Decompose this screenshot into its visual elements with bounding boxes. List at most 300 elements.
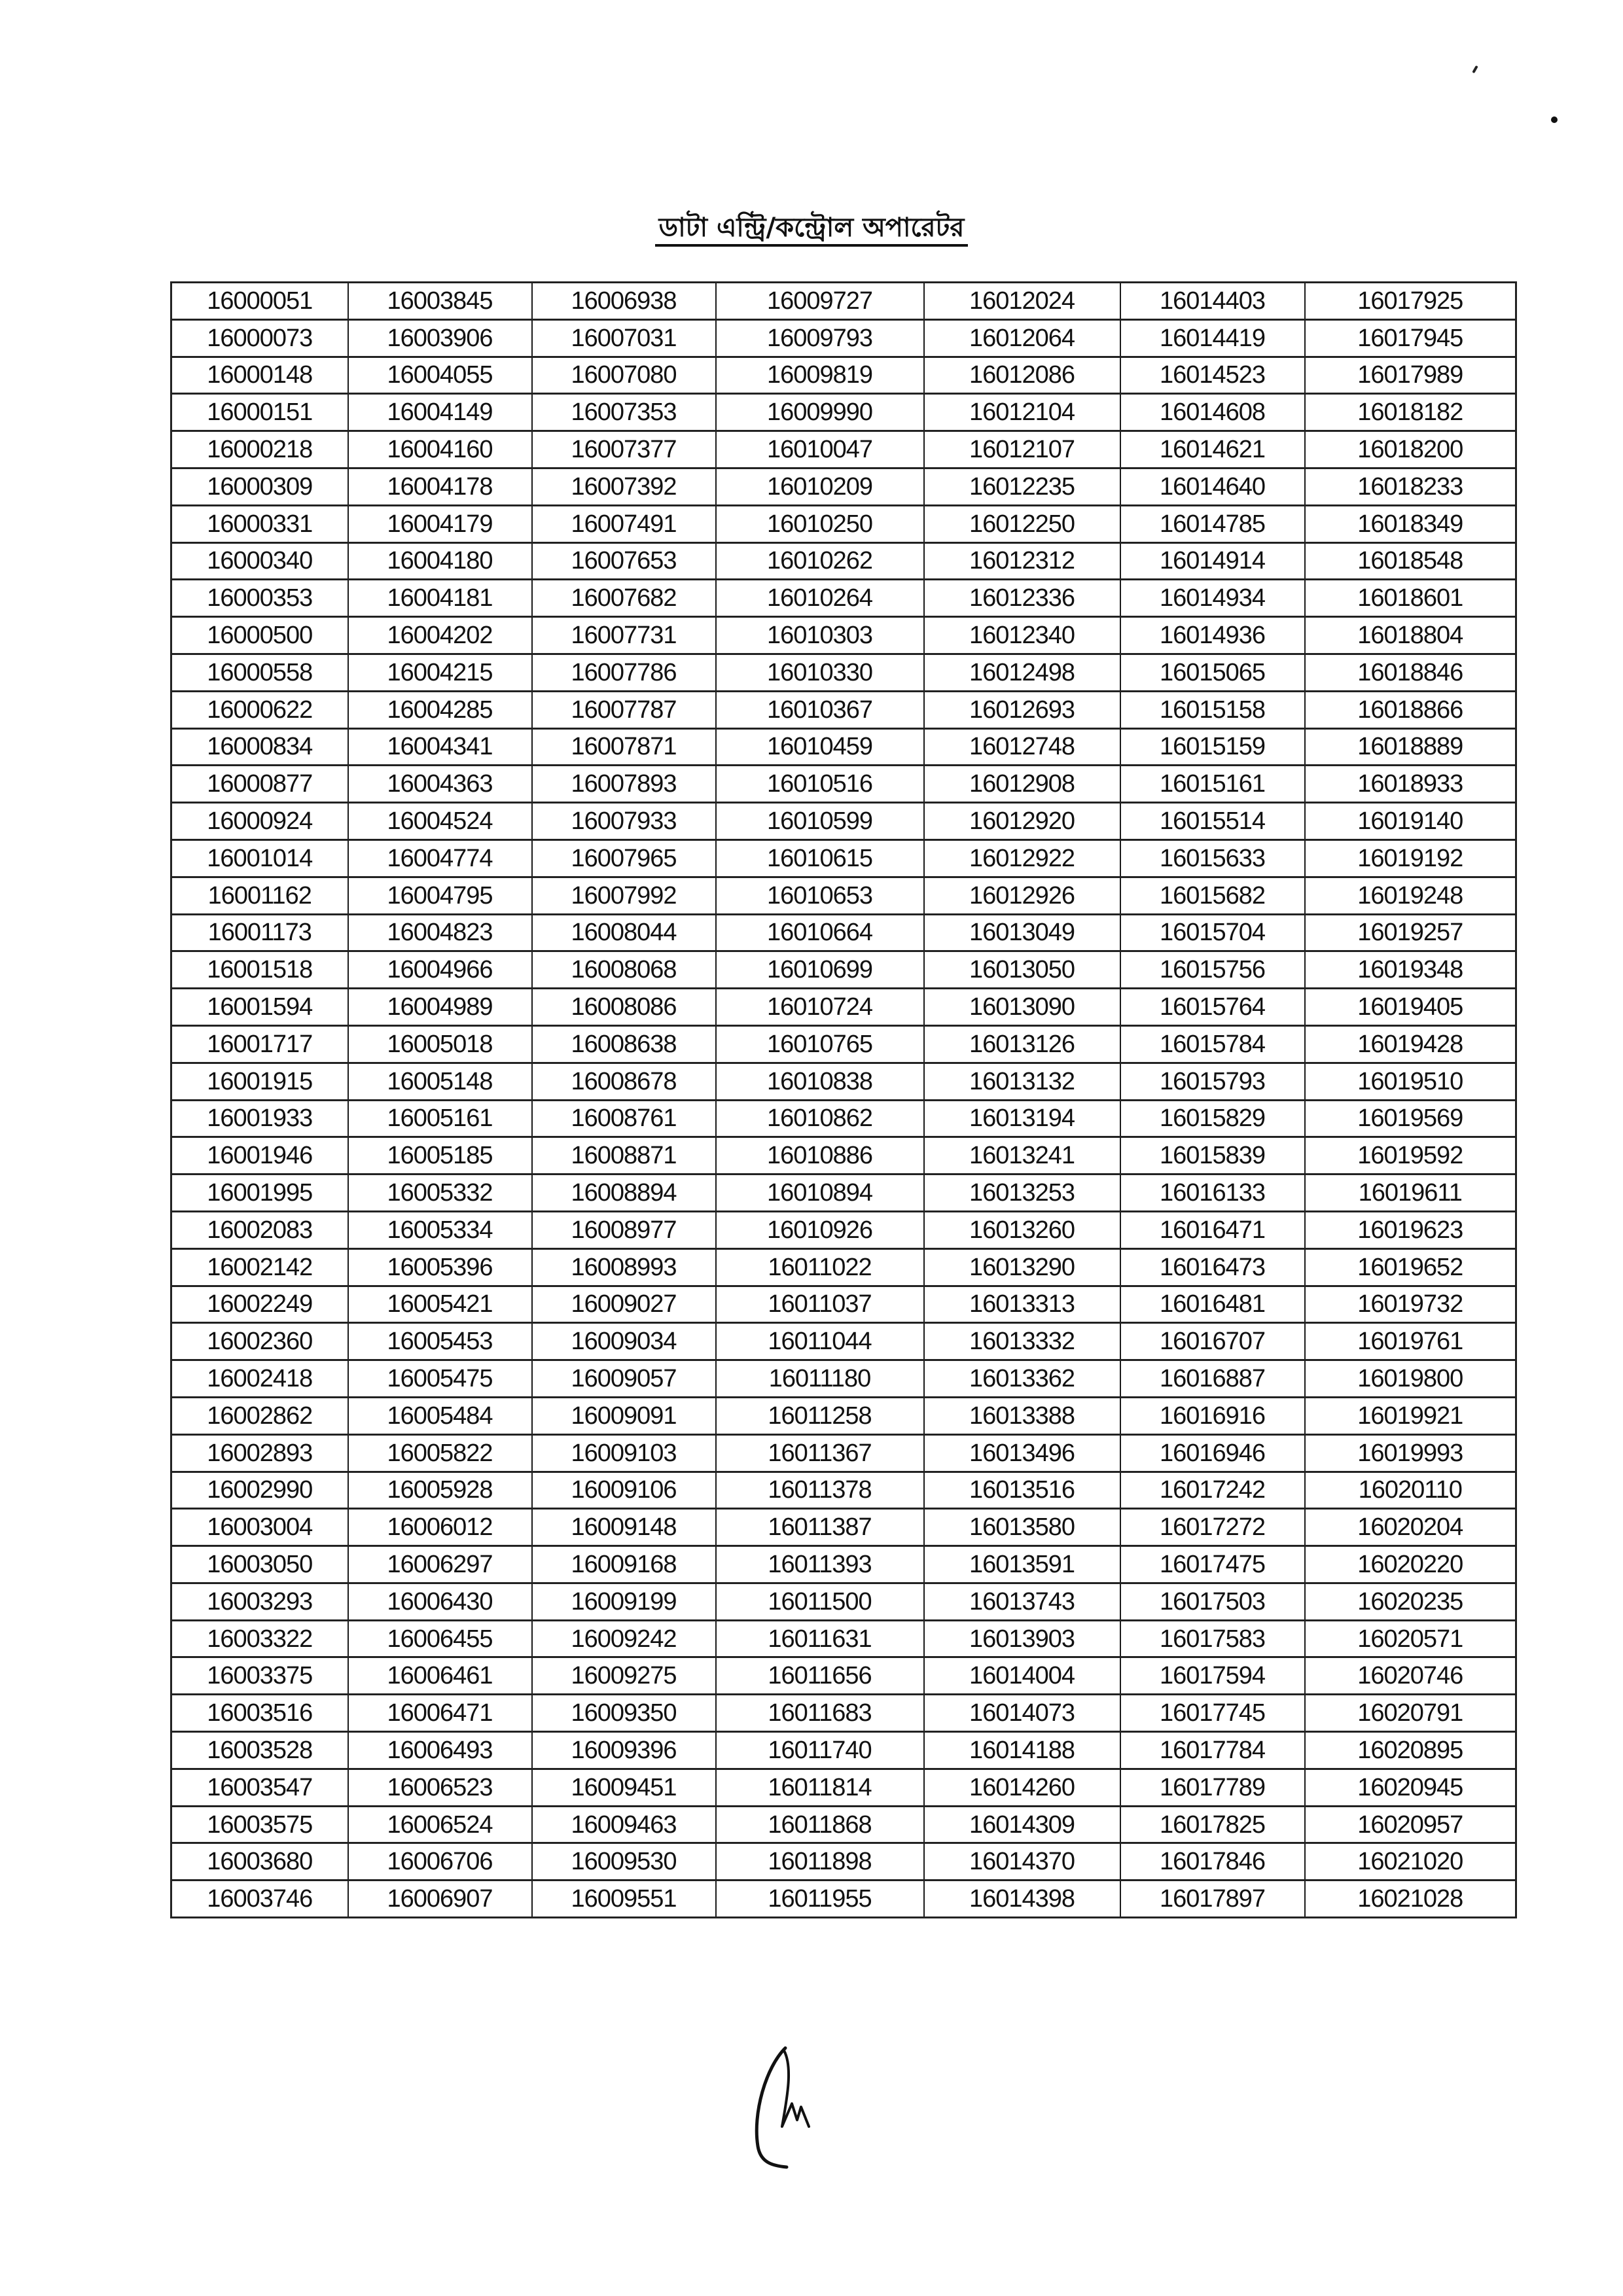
roll-number-cell: 16010699 [716, 951, 924, 989]
roll-number-cell: 16017503 [1120, 1583, 1305, 1620]
roll-number-cell: 16020110 [1305, 1472, 1516, 1509]
roll-number-cell: 16010664 [716, 914, 924, 951]
roll-number-cell: 16007031 [532, 319, 716, 357]
roll-number-cell: 16020791 [1305, 1695, 1516, 1732]
roll-number-cell: 16004055 [348, 357, 532, 394]
roll-number-cell: 16005332 [348, 1174, 532, 1212]
page-title-text: ডাটা এন্ট্রি/কন্ট্রোল অপারেটর [655, 213, 969, 247]
roll-number-cell: 16008761 [532, 1100, 716, 1137]
table-row [171, 1323, 1516, 1360]
roll-number-cell: 16010724 [716, 989, 924, 1026]
roll-number-cell: 16015829 [1120, 1100, 1305, 1137]
roll-number-cell: 16017989 [1305, 357, 1516, 394]
roll-number-cell: 16017594 [1120, 1657, 1305, 1695]
roll-number-cell: 16012748 [924, 728, 1120, 766]
roll-number-cell: 16014640 [1120, 468, 1305, 505]
roll-number-cell: 16005475 [348, 1360, 532, 1398]
roll-number-cell: 16017789 [1120, 1769, 1305, 1806]
roll-number-cell: 16009091 [532, 1397, 716, 1434]
roll-number-cell: 16000218 [171, 431, 348, 468]
roll-number-cell: 16009990 [716, 394, 924, 431]
roll-number-cell: 16012920 [924, 803, 1120, 840]
roll-number-cell: 16009168 [532, 1546, 716, 1583]
roll-number-cell: 16007392 [532, 468, 716, 505]
roll-number-cell: 16007787 [532, 691, 716, 728]
roll-number-cell: 16016481 [1120, 1286, 1305, 1323]
roll-number-cell: 16014934 [1120, 580, 1305, 617]
roll-number-cell: 16010209 [716, 468, 924, 505]
roll-number-cell: 16020895 [1305, 1732, 1516, 1769]
roll-number-cell: 16000340 [171, 542, 348, 580]
roll-number-cell: 16018866 [1305, 691, 1516, 728]
roll-number-cell: 16000877 [171, 766, 348, 803]
roll-number-cell: 16005928 [348, 1472, 532, 1509]
roll-number-cell: 16001162 [171, 877, 348, 914]
roll-number-cell: 16013090 [924, 989, 1120, 1026]
roll-number-cell: 16012312 [924, 542, 1120, 580]
roll-number-cell: 16008044 [532, 914, 716, 951]
table-row [171, 468, 1516, 505]
table-row [171, 1286, 1516, 1323]
roll-number-cell: 16019257 [1305, 914, 1516, 951]
roll-number-cell: 16019140 [1305, 803, 1516, 840]
roll-number-cell: 16012086 [924, 357, 1120, 394]
roll-number-cell: 16012024 [924, 283, 1120, 320]
roll-number-cell: 16020235 [1305, 1583, 1516, 1620]
roll-number-cell: 16009463 [532, 1806, 716, 1843]
roll-number-cell: 16010459 [716, 728, 924, 766]
roll-number-cell: 16014073 [924, 1695, 1120, 1732]
roll-number-cell: 16011955 [716, 1881, 924, 1918]
roll-number-cell: 16010262 [716, 542, 924, 580]
roll-number-cell: 16003050 [171, 1546, 348, 1583]
roll-number-cell: 16009057 [532, 1360, 716, 1398]
roll-number-cell: 16011258 [716, 1397, 924, 1434]
roll-number-cell: 16006706 [348, 1843, 532, 1881]
roll-number-cell: 16009027 [532, 1286, 716, 1323]
table-row [171, 431, 1516, 468]
roll-number-cell: 16004989 [348, 989, 532, 1026]
table-row [171, 319, 1516, 357]
roll-number-cell: 16010599 [716, 803, 924, 840]
roll-number-cell: 16011393 [716, 1546, 924, 1583]
roll-number-cell: 16010886 [716, 1137, 924, 1174]
roll-number-cell: 16013241 [924, 1137, 1120, 1174]
roll-number-cell: 16004966 [348, 951, 532, 989]
roll-number-cell: 16006523 [348, 1769, 532, 1806]
roll-number-cell: 16005396 [348, 1248, 532, 1286]
roll-number-cell: 16004823 [348, 914, 532, 951]
roll-number-cell: 16014188 [924, 1732, 1120, 1769]
roll-number-cell: 16011631 [716, 1620, 924, 1657]
roll-number-cell: 16013132 [924, 1063, 1120, 1100]
roll-number-cell: 16010367 [716, 691, 924, 728]
roll-number-cell: 16019761 [1305, 1323, 1516, 1360]
roll-number-cell: 16014004 [924, 1657, 1120, 1695]
roll-number-cell: 16014419 [1120, 319, 1305, 357]
roll-number-cell: 16004178 [348, 468, 532, 505]
roll-number-cell: 16011022 [716, 1248, 924, 1286]
roll-number-table [170, 281, 1517, 1918]
roll-number-cell: 16019248 [1305, 877, 1516, 914]
roll-number-cell: 16005453 [348, 1323, 532, 1360]
roll-number-cell: 16010894 [716, 1174, 924, 1212]
roll-number-cell: 16007965 [532, 839, 716, 877]
roll-number-cell: 16010838 [716, 1063, 924, 1100]
roll-number-cell: 16011740 [716, 1732, 924, 1769]
roll-number-cell: 16005421 [348, 1286, 532, 1323]
roll-number-cell: 16003746 [171, 1881, 348, 1918]
roll-number-cell: 16011656 [716, 1657, 924, 1695]
roll-number-cell: 16009275 [532, 1657, 716, 1695]
roll-number-cell: 16001995 [171, 1174, 348, 1212]
roll-number-table-body [171, 283, 1516, 1918]
roll-number-cell: 16013903 [924, 1620, 1120, 1657]
roll-number-cell: 16009727 [716, 283, 924, 320]
roll-number-cell: 16011367 [716, 1434, 924, 1472]
roll-number-cell: 16014370 [924, 1843, 1120, 1881]
roll-number-cell: 16010250 [716, 505, 924, 542]
roll-number-cell: 16011814 [716, 1769, 924, 1806]
roll-number-cell: 16013743 [924, 1583, 1120, 1620]
roll-number-cell: 16007377 [532, 431, 716, 468]
roll-number-cell: 16019800 [1305, 1360, 1516, 1398]
roll-number-cell: 16004524 [348, 803, 532, 840]
roll-number-cell: 16007653 [532, 542, 716, 580]
roll-number-cell: 16003528 [171, 1732, 348, 1769]
roll-number-cell: 16006461 [348, 1657, 532, 1695]
roll-number-cell: 16013253 [924, 1174, 1120, 1212]
table-row [171, 1732, 1516, 1769]
roll-number-cell: 16010303 [716, 617, 924, 654]
roll-number-cell: 16004181 [348, 580, 532, 617]
table-row [171, 839, 1516, 877]
roll-number-cell: 16015633 [1120, 839, 1305, 877]
roll-number-cell: 16012250 [924, 505, 1120, 542]
roll-number-cell: 16012926 [924, 877, 1120, 914]
roll-number-cell: 16005484 [348, 1397, 532, 1434]
roll-number-cell: 16004341 [348, 728, 532, 766]
table-row [171, 1137, 1516, 1174]
roll-number-cell: 16007893 [532, 766, 716, 803]
roll-number-cell: 16017825 [1120, 1806, 1305, 1843]
roll-number-cell: 16018182 [1305, 394, 1516, 431]
roll-number-cell: 16013496 [924, 1434, 1120, 1472]
roll-number-cell: 16014398 [924, 1881, 1120, 1918]
roll-number-cell: 16019592 [1305, 1137, 1516, 1174]
roll-number-cell: 16016707 [1120, 1323, 1305, 1360]
roll-number-cell: 16014914 [1120, 542, 1305, 580]
roll-number-cell: 16004180 [348, 542, 532, 580]
roll-number-cell: 16015161 [1120, 766, 1305, 803]
roll-number-cell: 16011037 [716, 1286, 924, 1323]
table-row [171, 1620, 1516, 1657]
roll-number-cell: 16000331 [171, 505, 348, 542]
table-row [171, 951, 1516, 989]
roll-number-cell: 16001915 [171, 1063, 348, 1100]
roll-number-cell: 16003516 [171, 1695, 348, 1732]
roll-number-cell: 16005148 [348, 1063, 532, 1100]
roll-number-cell: 16006938 [532, 283, 716, 320]
roll-number-cell: 16013290 [924, 1248, 1120, 1286]
roll-number-cell: 16010926 [716, 1211, 924, 1248]
roll-number-cell: 16020746 [1305, 1657, 1516, 1695]
roll-number-cell: 16011898 [716, 1843, 924, 1881]
roll-number-cell: 16002142 [171, 1248, 348, 1286]
roll-number-cell: 16021020 [1305, 1843, 1516, 1881]
roll-number-cell: 16011378 [716, 1472, 924, 1509]
roll-number-cell: 16010264 [716, 580, 924, 617]
table-row [171, 877, 1516, 914]
roll-number-cell: 16003547 [171, 1769, 348, 1806]
roll-number-cell: 16020204 [1305, 1509, 1516, 1546]
roll-number-cell: 16009242 [532, 1620, 716, 1657]
roll-number-cell: 16012104 [924, 394, 1120, 431]
roll-number-cell: 16013260 [924, 1211, 1120, 1248]
roll-number-cell: 16011500 [716, 1583, 924, 1620]
roll-number-cell: 16011044 [716, 1323, 924, 1360]
roll-number-cell: 16016887 [1120, 1360, 1305, 1398]
roll-number-cell: 16013516 [924, 1472, 1120, 1509]
roll-number-cell: 16014608 [1120, 394, 1305, 431]
roll-number-cell: 16007731 [532, 617, 716, 654]
roll-number-cell: 16015514 [1120, 803, 1305, 840]
roll-number-cell: 16006297 [348, 1546, 532, 1583]
roll-number-cell: 16002418 [171, 1360, 348, 1398]
roll-number-cell: 16003375 [171, 1657, 348, 1695]
roll-number-cell: 16011683 [716, 1695, 924, 1732]
roll-number-cell: 16009396 [532, 1732, 716, 1769]
roll-number-cell: 16001518 [171, 951, 348, 989]
roll-number-cell: 16006455 [348, 1620, 532, 1657]
roll-number-cell: 16009199 [532, 1583, 716, 1620]
table-row [171, 1063, 1516, 1100]
roll-number-cell: 16009451 [532, 1769, 716, 1806]
roll-number-cell: 16019510 [1305, 1063, 1516, 1100]
roll-number-cell: 16019405 [1305, 989, 1516, 1026]
roll-number-cell: 16017745 [1120, 1695, 1305, 1732]
roll-number-cell: 16014403 [1120, 283, 1305, 320]
roll-number-cell: 16010516 [716, 766, 924, 803]
roll-number-cell: 16021028 [1305, 1881, 1516, 1918]
roll-number-cell: 16013313 [924, 1286, 1120, 1323]
roll-number-cell: 16001594 [171, 989, 348, 1026]
roll-number-cell: 16004285 [348, 691, 532, 728]
roll-number-cell: 16015704 [1120, 914, 1305, 951]
roll-number-cell: 16003575 [171, 1806, 348, 1843]
roll-number-cell: 16019652 [1305, 1248, 1516, 1286]
roll-number-cell: 16002893 [171, 1434, 348, 1472]
roll-number-cell: 16019611 [1305, 1174, 1516, 1212]
roll-number-cell: 16003322 [171, 1620, 348, 1657]
roll-number-cell: 16000500 [171, 617, 348, 654]
roll-number-cell: 16020220 [1305, 1546, 1516, 1583]
roll-number-cell: 16011868 [716, 1806, 924, 1843]
roll-number-cell: 16019993 [1305, 1434, 1516, 1472]
roll-number-cell: 16017272 [1120, 1509, 1305, 1546]
roll-number-cell: 16006524 [348, 1806, 532, 1843]
roll-number-cell: 16008894 [532, 1174, 716, 1212]
roll-number-cell: 16010615 [716, 839, 924, 877]
roll-number-cell: 16007786 [532, 654, 716, 691]
roll-number-cell: 16004774 [348, 839, 532, 877]
roll-number-cell: 16012064 [924, 319, 1120, 357]
roll-number-cell: 16004215 [348, 654, 532, 691]
table-row [171, 654, 1516, 691]
roll-number-cell: 16003680 [171, 1843, 348, 1881]
roll-number-cell: 16019569 [1305, 1100, 1516, 1137]
table-row [171, 1509, 1516, 1546]
roll-number-cell: 16005185 [348, 1137, 532, 1174]
roll-number-cell: 16008068 [532, 951, 716, 989]
roll-number-cell: 16012498 [924, 654, 1120, 691]
roll-number-cell: 16006012 [348, 1509, 532, 1546]
roll-number-cell: 16019428 [1305, 1025, 1516, 1063]
roll-number-cell: 16014309 [924, 1806, 1120, 1843]
roll-number-cell: 16002083 [171, 1211, 348, 1248]
roll-number-cell: 16017846 [1120, 1843, 1305, 1881]
roll-number-cell: 16005334 [348, 1211, 532, 1248]
roll-number-cell: 16001717 [171, 1025, 348, 1063]
table-row [171, 1695, 1516, 1732]
roll-number-cell: 16009819 [716, 357, 924, 394]
roll-number-cell: 16018233 [1305, 468, 1516, 505]
roll-number-cell: 16019192 [1305, 839, 1516, 877]
roll-number-cell: 16009106 [532, 1472, 716, 1509]
roll-number-cell: 16001173 [171, 914, 348, 951]
roll-number-cell: 16008678 [532, 1063, 716, 1100]
roll-number-cell: 16013332 [924, 1323, 1120, 1360]
signature-stroke [757, 2048, 787, 2167]
roll-number-cell: 16003906 [348, 319, 532, 357]
roll-number-cell: 16010047 [716, 431, 924, 468]
roll-number-cell: 16008993 [532, 1248, 716, 1286]
roll-number-cell: 16016946 [1120, 1434, 1305, 1472]
roll-number-cell: 16010653 [716, 877, 924, 914]
roll-number-cell: 16016133 [1120, 1174, 1305, 1212]
table-row [171, 766, 1516, 803]
roll-number-cell: 16014785 [1120, 505, 1305, 542]
roll-number-cell: 16014621 [1120, 431, 1305, 468]
roll-number-cell: 16011180 [716, 1360, 924, 1398]
table-row [171, 1397, 1516, 1434]
roll-number-cell: 16009034 [532, 1323, 716, 1360]
roll-number-cell: 16015158 [1120, 691, 1305, 728]
roll-number-cell: 16018846 [1305, 654, 1516, 691]
signature [746, 2041, 864, 2172]
roll-number-cell: 16004795 [348, 877, 532, 914]
roll-number-cell: 16017945 [1305, 319, 1516, 357]
roll-number-cell: 16006907 [348, 1881, 532, 1918]
roll-number-cell: 16001946 [171, 1137, 348, 1174]
roll-number-cell: 16005822 [348, 1434, 532, 1472]
roll-number-cell: 16017583 [1120, 1620, 1305, 1657]
roll-number-cell: 16008638 [532, 1025, 716, 1063]
roll-number-cell: 16001933 [171, 1100, 348, 1137]
roll-number-cell: 16007682 [532, 580, 716, 617]
roll-number-cell: 16018933 [1305, 766, 1516, 803]
roll-number-cell: 16016473 [1120, 1248, 1305, 1286]
roll-number-cell: 16015756 [1120, 951, 1305, 989]
table-row [171, 989, 1516, 1026]
table-row [171, 617, 1516, 654]
roll-number-cell: 16002862 [171, 1397, 348, 1434]
roll-number-cell: 16009551 [532, 1881, 716, 1918]
roll-number-cell: 16013591 [924, 1546, 1120, 1583]
roll-number-cell: 16009350 [532, 1695, 716, 1732]
roll-number-cell: 16013580 [924, 1509, 1120, 1546]
roll-number-cell: 16009793 [716, 319, 924, 357]
roll-number-cell: 16006430 [348, 1583, 532, 1620]
table-row [171, 1583, 1516, 1620]
roll-number-cell: 16010862 [716, 1100, 924, 1137]
roll-number-cell: 16004149 [348, 394, 532, 431]
roll-number-cell: 16006471 [348, 1695, 532, 1732]
roll-number-cell: 16012235 [924, 468, 1120, 505]
table-row [171, 542, 1516, 580]
roll-number-cell: 16008977 [532, 1211, 716, 1248]
roll-number-cell: 16013049 [924, 914, 1120, 951]
roll-number-cell: 16014523 [1120, 357, 1305, 394]
roll-number-cell: 16018349 [1305, 505, 1516, 542]
roll-number-cell: 16010765 [716, 1025, 924, 1063]
table-row [171, 691, 1516, 728]
roll-number-cell: 16013194 [924, 1100, 1120, 1137]
page-title [0, 208, 1623, 247]
roll-number-cell: 16020945 [1305, 1769, 1516, 1806]
roll-number-cell: 16009148 [532, 1509, 716, 1546]
table-row [171, 1174, 1516, 1212]
roll-number-cell: 16009103 [532, 1434, 716, 1472]
roll-number-cell: 16003293 [171, 1583, 348, 1620]
roll-number-cell: 16016916 [1120, 1397, 1305, 1434]
roll-number-cell: 16013388 [924, 1397, 1120, 1434]
roll-number-cell: 16018548 [1305, 542, 1516, 580]
roll-number-cell: 16014936 [1120, 617, 1305, 654]
roll-number-cell: 16000051 [171, 283, 348, 320]
roll-number-cell: 16000834 [171, 728, 348, 766]
table-row [171, 914, 1516, 951]
roll-number-cell: 16019732 [1305, 1286, 1516, 1323]
table-row [171, 1806, 1516, 1843]
roll-number-cell: 16008086 [532, 989, 716, 1026]
roll-number-cell: 16001014 [171, 839, 348, 877]
roll-number-cell: 16020571 [1305, 1620, 1516, 1657]
roll-number-cell: 16017897 [1120, 1881, 1305, 1918]
table-row [171, 1211, 1516, 1248]
roll-number-cell: 16000558 [171, 654, 348, 691]
roll-number-cell: 16008871 [532, 1137, 716, 1174]
roll-number-cell: 16000622 [171, 691, 348, 728]
table-row [171, 1472, 1516, 1509]
table-row [171, 1360, 1516, 1398]
table-row [171, 1881, 1516, 1918]
roll-number-cell: 16007080 [532, 357, 716, 394]
roll-number-cell: 16012922 [924, 839, 1120, 877]
roll-number-cell: 16013126 [924, 1025, 1120, 1063]
roll-number-cell: 16007992 [532, 877, 716, 914]
roll-number-cell: 16020957 [1305, 1806, 1516, 1843]
roll-number-cell: 16005018 [348, 1025, 532, 1063]
roll-number-cell: 16019348 [1305, 951, 1516, 989]
roll-number-cell: 16000073 [171, 319, 348, 357]
roll-number-cell: 16004179 [348, 505, 532, 542]
roll-number-cell: 16017925 [1305, 283, 1516, 320]
roll-number-cell: 16004202 [348, 617, 532, 654]
stray-dot [1551, 116, 1558, 123]
roll-number-cell: 16000353 [171, 580, 348, 617]
roll-number-cell: 16013362 [924, 1360, 1120, 1398]
